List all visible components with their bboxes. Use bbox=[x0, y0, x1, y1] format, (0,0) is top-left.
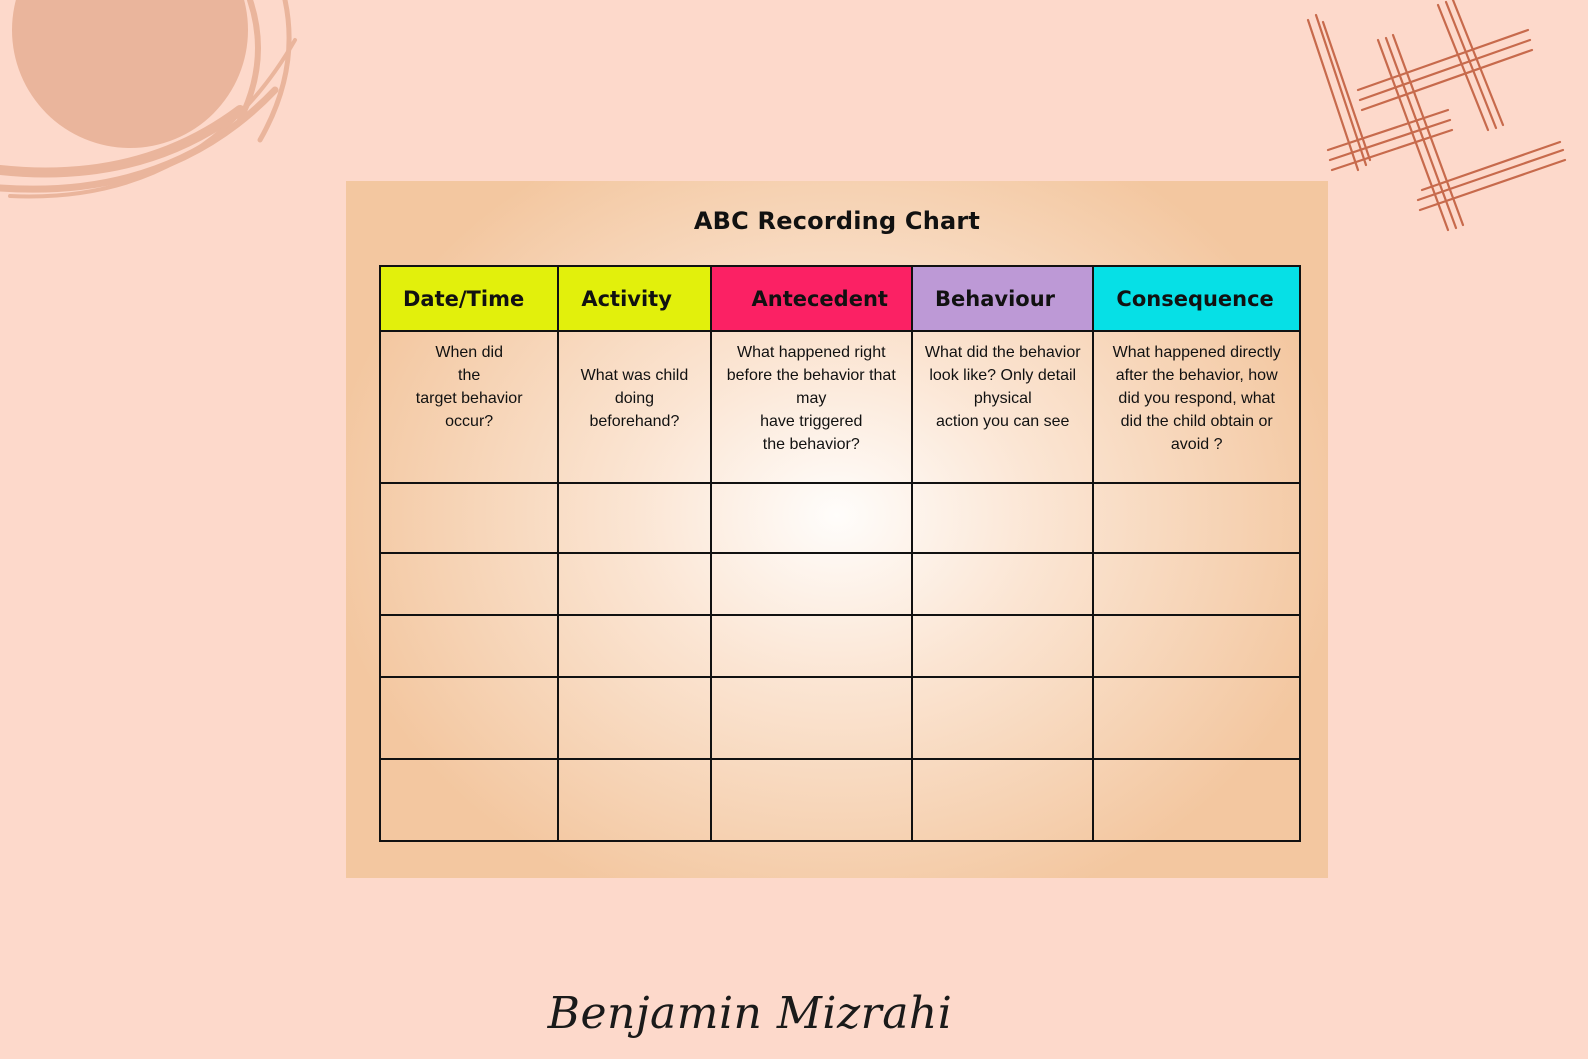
header-date-time: Date/Time bbox=[380, 266, 558, 331]
entry-cell-activity[interactable] bbox=[558, 483, 710, 553]
entry-cell-consequence[interactable] bbox=[1093, 553, 1300, 615]
entry-cell-antecedent[interactable] bbox=[711, 615, 913, 677]
entry-row bbox=[380, 483, 1300, 553]
entry-cell-activity[interactable] bbox=[558, 615, 710, 677]
question-antecedent: What happened right before the behavior that may have triggered the behavior? bbox=[711, 331, 913, 483]
entry-cell-activity[interactable] bbox=[558, 553, 710, 615]
entry-cell-activity[interactable] bbox=[558, 677, 710, 759]
entry-row bbox=[380, 615, 1300, 677]
header-consequence: Consequence bbox=[1093, 266, 1300, 331]
question-consequence: What happened directly after the behavior, how did you respond, what did the child obtain or avoid ? bbox=[1093, 331, 1300, 483]
entry-cell-date-time[interactable] bbox=[380, 677, 558, 759]
entry-cell-antecedent[interactable] bbox=[711, 483, 913, 553]
chart-title: ABC Recording Chart bbox=[693, 207, 981, 235]
entry-cell-consequence[interactable] bbox=[1093, 677, 1300, 759]
decorative-hash-marks bbox=[1298, 0, 1568, 240]
question-row bbox=[380, 331, 1300, 483]
entry-cell-date-time[interactable] bbox=[380, 483, 558, 553]
entry-cell-date-time[interactable] bbox=[380, 553, 558, 615]
author-signature: Benjamin Mizrahi bbox=[547, 988, 953, 1039]
entry-cell-consequence[interactable] bbox=[1093, 615, 1300, 677]
entry-cell-date-time[interactable] bbox=[380, 615, 558, 677]
entry-row bbox=[380, 553, 1300, 615]
entry-cell-antecedent[interactable] bbox=[711, 553, 913, 615]
entry-cell-behaviour[interactable] bbox=[912, 759, 1093, 841]
entry-row bbox=[380, 677, 1300, 759]
entry-cell-behaviour[interactable] bbox=[912, 553, 1093, 615]
entry-cell-behaviour[interactable] bbox=[912, 677, 1093, 759]
header-activity: Activity bbox=[558, 266, 710, 331]
question-behaviour: What did the behavior look like? Only detail physical action you can see bbox=[912, 331, 1093, 483]
entry-cell-antecedent[interactable] bbox=[711, 677, 913, 759]
entry-cell-consequence[interactable] bbox=[1093, 483, 1300, 553]
entry-cell-behaviour[interactable] bbox=[912, 615, 1093, 677]
question-activity: What was child doing beforehand? bbox=[558, 331, 710, 483]
entry-cell-activity[interactable] bbox=[558, 759, 710, 841]
header-behaviour: Behaviour bbox=[912, 266, 1093, 331]
entry-row bbox=[380, 759, 1300, 841]
question-date-time: When did the target behavior occur? bbox=[380, 331, 558, 483]
header-antecedent: Antecedent bbox=[711, 266, 913, 331]
decorative-circle bbox=[0, 0, 310, 210]
entry-cell-date-time[interactable] bbox=[380, 759, 558, 841]
abc-recording-table bbox=[379, 265, 1301, 842]
abc-chart-card bbox=[346, 181, 1328, 878]
entry-cell-antecedent[interactable] bbox=[711, 759, 913, 841]
entry-cell-consequence[interactable] bbox=[1093, 759, 1300, 841]
header-row bbox=[380, 266, 1300, 331]
entry-cell-behaviour[interactable] bbox=[912, 483, 1093, 553]
